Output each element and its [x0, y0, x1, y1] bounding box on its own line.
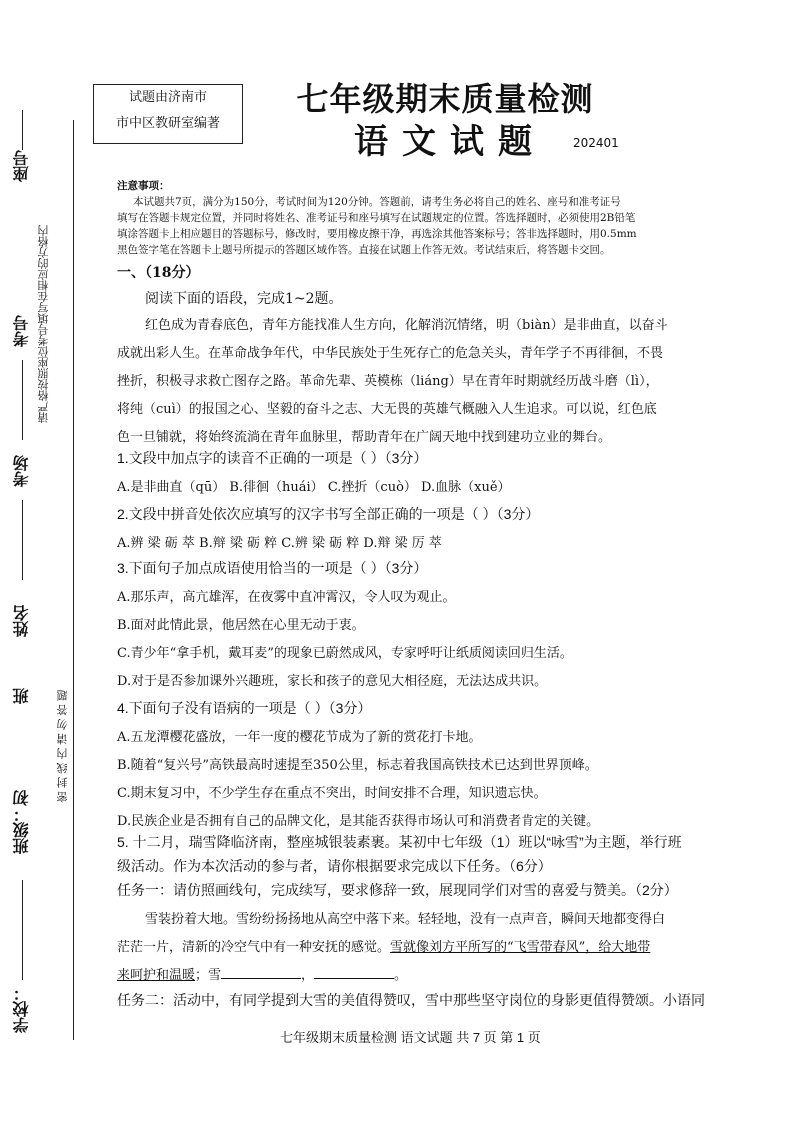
- section-intro: 阅读下面的语段，完成1~2题。: [145, 291, 343, 307]
- answer-blank-2[interactable]: [314, 967, 394, 979]
- source-note-line2: 市中区教研室编著: [115, 116, 220, 131]
- answer-blank-1[interactable]: [221, 967, 301, 979]
- school-blank: [22, 880, 23, 980]
- source-note-line1: 试题由济南市: [128, 90, 207, 105]
- notice-line-1: 本试题共7页，满分为150分，考试时间为120分钟。答题前，请考生务必将自己的姓名、座号和准考证号: [133, 196, 621, 208]
- question-1: 1.文段中加点字的读音不正确的一项是（ ）（3分）: [117, 450, 428, 466]
- question-1-options: A.是非曲直（qū） B.徘徊（huái） C.挫折（cuò） D.血脉（xuě）: [117, 480, 511, 495]
- notice-vertical: 请严格按照座位考号填写在相应的方格内: [37, 225, 50, 423]
- exam-no-blank: [22, 360, 23, 440]
- underlined-sentence-end: 来呵护和温暖: [117, 968, 196, 983]
- question-2-options: A.辨 梁 砺 萃 B.辩 梁 砺 粹 C.辨 梁 砺 粹 D.辩 梁 厉 萃: [117, 536, 442, 551]
- question-4-option-c: C.期末复习中，不少学生存在重点不突出，时间安排不合理，知识遗忘快。: [117, 786, 547, 801]
- seal-vertical: 密 封 线 内 请 勿 答 题: [56, 690, 69, 803]
- continuation-start: ；雪: [195, 968, 222, 983]
- question-3-option-a: A.那乐声，高亢雄浑，在夜雾中直冲霄汉，令人叹为观止。: [117, 590, 456, 605]
- notice-heading: 注意事项：: [117, 180, 170, 192]
- task-1-text: 茫茫一片，清新的冷空气中有一种安抚的感觉。: [117, 940, 391, 955]
- room-label: 考场: [12, 455, 31, 487]
- section-heading: 一、（18分）: [117, 265, 200, 281]
- binding-line: [73, 120, 74, 1040]
- source-note: [93, 84, 243, 144]
- task-2-prompt: 任务二：活动中，有同学提到大雪的美值得赞叹，雪中那些坚守岗位的身影更值得赞颂。小语同: [117, 992, 705, 1008]
- school-label: 学校：: [12, 985, 31, 1033]
- question-4-option-a: A.五龙潭樱花盛放，一年一度的樱花节成为了新的赏花打卡地。: [117, 730, 482, 745]
- question-3-option-c: C.青少年“拿手机，戴耳麦”的现象已蔚然成风，专家呼吁让纸质阅读回归生活。: [117, 646, 573, 661]
- question-4: 4.下面句子没有语病的一项是（ ）（3分）: [117, 700, 372, 716]
- task-1-para-line-2: [117, 936, 650, 955]
- task-1-prompt: 任务一：请仿照画线句，完成续写，要求修辞一致，展现同学们对雪的喜爱与赞美。（2分）: [117, 882, 678, 898]
- para-line-1: 红色成为青春底色，青年方能找准人生方向，化解消沉情绪，明（biàn）是非曲直，以奋斗: [145, 318, 668, 333]
- question-4-option-b: B.随着“复兴号”高铁最高时速提至350公里，标志着我国高铁技术已达到世界顶峰。: [117, 758, 598, 773]
- room-blank: [22, 500, 23, 580]
- continuation-comma: ，: [301, 968, 315, 983]
- seat-label: 座号: [12, 150, 31, 182]
- task-1-para-line-1: 雪装扮着大地。雪纷纷扬扬地从高空中落下来。轻轻地，没有一点声音，瞬间天地都变得白: [145, 912, 666, 927]
- name-label: 姓名: [12, 605, 31, 637]
- continuation-period: 。: [394, 968, 408, 983]
- question-4-option-d: D.民族企业是否拥有自己的品牌文化，是其能否获得市场认可和消费者肯定的关键。: [117, 814, 600, 829]
- question-3: 3.下面句子加点成语使用恰当的一项是（ ）（3分）: [117, 560, 428, 576]
- para-line-3: 挫折，积极寻求救亡图存之路。革命先辈、英模栋（liáng）早在青年时期就经历战斗磨（lì），: [117, 374, 659, 389]
- question-5-line-2: 级活动。作为本次活动的参与者，请你根据要求完成以下任务。（6分）: [117, 858, 552, 874]
- question-3-option-d: D.对于是否参加课外兴趣班，家长和孩子的意见大相径庭，无法达成共识。: [117, 674, 548, 689]
- question-3-option-b: B.面对此情此景，他居然在心里无动于衷。: [117, 618, 365, 633]
- class-grade-label: 班级：初: [12, 790, 31, 854]
- para-line-2: 成就出彩人生。在革命战争年代，中华民族处于生死存亡的危急关头，青年学子不再徘徊，不畏: [117, 346, 664, 361]
- question-2: 2.文段中拼音处依次应填写的汉字书写全部正确的一项是（ ）（3分）: [117, 506, 540, 522]
- para-line-4: 将纯（cuì）的报国之心、坚毅的奋斗之志、大无畏的英雄气概融入人生追求。可以说，红色底: [117, 402, 657, 417]
- notice-line-2: 填写在答题卡规定位置，并同时将姓名、准考证号和座号填写在试题规定的位置。答选择题时，必须使用2B铅笔: [117, 212, 636, 224]
- page-title: 七年级期末质量检测: [296, 80, 594, 118]
- page-footer: 七年级期末质量检测 语文试题 共 7 页 第 1 页: [280, 1030, 541, 1045]
- task-1-para-line-3: [117, 964, 407, 983]
- exam-no-label: 考号: [12, 315, 31, 347]
- class-suffix-label: 班: [12, 688, 31, 704]
- para-line-5: 色一旦铺就，将始终流淌在青年血脉里，帮助青年在广阔天地中找到建功立业的舞台。: [117, 430, 612, 445]
- seat-blank: [22, 110, 23, 150]
- notice-line-4: 黑色签字笔在答题卡上题号所提示的答题区域作答。直接在试题上作答无效。考试结束后，将答题卡交回。: [117, 244, 611, 256]
- notice-line-3: 填涂答题卡上相应题目的答题标号，修改时，要用橡皮擦干净，再选涂其他答案标号；答非选择题时，用0.5mm: [117, 228, 637, 240]
- subject-title: 语文试题: [354, 122, 546, 162]
- exam-code: 202401: [573, 136, 619, 150]
- underlined-sentence: 雪就像刘方平所写的“飞雪带春风”，给大地带: [390, 940, 651, 955]
- question-5-line-1: 5. 十二月，瑞雪降临济南，整座城银装素裹。某初中七年级（1）班以“咏雪”为主题，举行班: [117, 834, 682, 850]
